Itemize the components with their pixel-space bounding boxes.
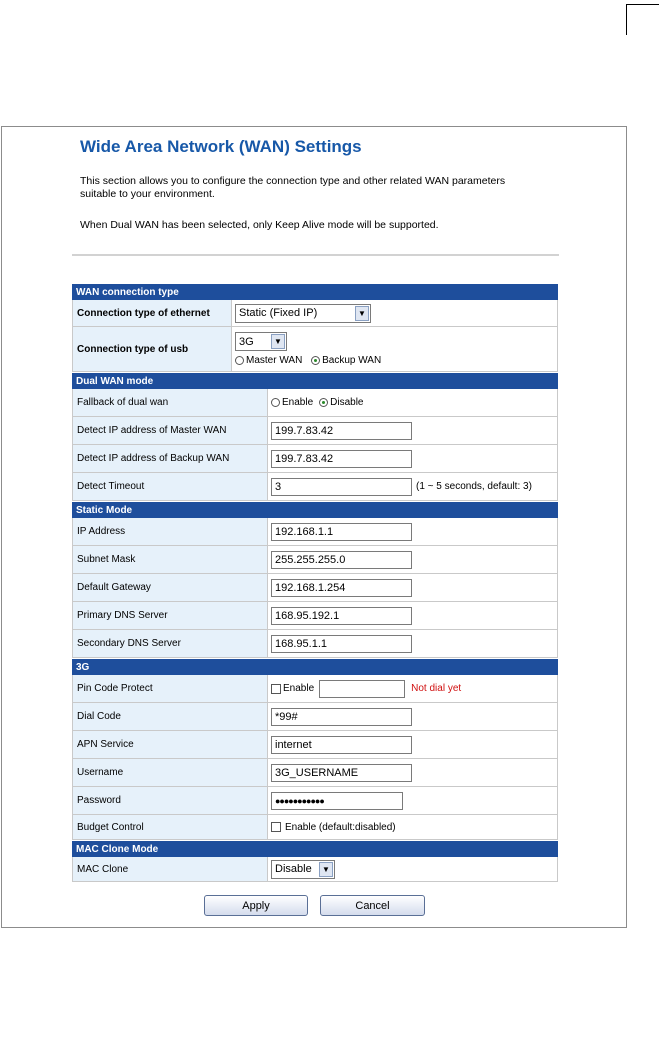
apn-input[interactable]: internet <box>271 736 412 754</box>
primary-dns-label: Primary DNS Server <box>72 602 268 629</box>
secondary-dns-cell <box>268 630 558 657</box>
dial-status-text: Not dial yet <box>411 683 462 694</box>
section-header-dual-wan: Dual WAN mode <box>72 372 558 389</box>
gateway-cell <box>268 574 558 601</box>
subnet-mask-input[interactable]: 255.255.255.0 <box>271 551 412 569</box>
row-usb-type <box>72 327 558 372</box>
usb-type-value: 3G <box>239 335 254 348</box>
timeout-label: Detect Timeout <box>72 473 268 500</box>
row-backup-ip <box>72 445 558 473</box>
backup-wan-label: Backup WAN <box>322 355 382 366</box>
fallback-enable-label: Enable <box>282 397 314 408</box>
password-input[interactable]: ●●●●●●●●●●● <box>271 792 403 810</box>
chevron-down-icon: ▼ <box>271 334 285 349</box>
row-ip-address <box>72 518 558 546</box>
description-line-3: When Dual WAN has been selected, only Keep Alive mode will be supported. <box>80 219 439 231</box>
mac-clone-label: MAC Clone <box>72 857 268 881</box>
usb-type-select[interactable] <box>235 332 287 351</box>
divider <box>72 254 559 256</box>
master-ip-label: Detect IP address of Master WAN <box>72 417 268 444</box>
row-pin-code <box>72 675 558 703</box>
gateway-input[interactable]: 192.168.1.254 <box>271 579 412 597</box>
gateway-label: Default Gateway <box>72 574 268 601</box>
backup-ip-input[interactable]: 199.7.83.42 <box>271 450 412 468</box>
backup-wan-radio[interactable] <box>311 356 320 365</box>
pin-enable-checkbox[interactable] <box>271 684 281 694</box>
row-default-gateway <box>72 574 558 602</box>
username-input[interactable]: 3G_USERNAME <box>271 764 412 782</box>
username-cell <box>268 759 558 786</box>
apply-button[interactable]: Apply <box>204 895 308 916</box>
secondary-dns-input[interactable]: 168.95.1.1 <box>271 635 412 653</box>
ethernet-type-cell <box>232 300 558 326</box>
subnet-mask-label: Subnet Mask <box>72 546 268 573</box>
password-cell <box>268 787 558 814</box>
row-budget-control <box>72 815 558 840</box>
usb-wan-role-group <box>235 355 381 366</box>
fallback-cell <box>268 389 558 416</box>
chevron-down-icon: ▼ <box>319 862 333 877</box>
fallback-label: Fallback of dual wan <box>72 389 268 416</box>
chevron-down-icon: ▼ <box>355 306 369 321</box>
secondary-dns-label: Secondary DNS Server <box>72 630 268 657</box>
budget-enable-label: Enable (default:disabled) <box>285 821 396 833</box>
usb-type-label: Connection type of usb <box>72 327 232 371</box>
ethernet-type-label: Connection type of ethernet <box>72 300 232 326</box>
cancel-button[interactable]: Cancel <box>320 895 425 916</box>
wan-settings-table <box>72 283 558 882</box>
section-header-wan-connection: WAN connection type <box>72 283 558 300</box>
pin-code-input[interactable] <box>319 680 405 698</box>
master-wan-label: Master WAN <box>246 355 303 366</box>
timeout-cell <box>268 473 558 500</box>
budget-enable-checkbox[interactable] <box>271 822 281 832</box>
apn-label: APN Service <box>72 731 268 758</box>
row-dial-code <box>72 703 558 731</box>
master-wan-radio[interactable] <box>235 356 244 365</box>
description-line-1: This section allows you to configure the connection type and other related WAN parameters <box>80 175 506 187</box>
section-header-mac-clone: MAC Clone Mode <box>72 840 558 857</box>
primary-dns-cell <box>268 602 558 629</box>
section-header-3g: 3G <box>72 658 558 675</box>
row-apn-service <box>72 731 558 759</box>
ip-address-input[interactable]: 192.168.1.1 <box>271 523 412 541</box>
row-ethernet-type <box>72 300 558 327</box>
backup-ip-cell <box>268 445 558 472</box>
pin-code-cell <box>268 675 558 702</box>
fallback-enable-radio[interactable] <box>271 398 280 407</box>
ip-address-label: IP Address <box>72 518 268 545</box>
row-primary-dns <box>72 602 558 630</box>
pin-code-label: Pin Code Protect <box>72 675 268 702</box>
row-fallback <box>72 389 558 417</box>
row-detect-timeout <box>72 473 558 501</box>
row-mac-clone <box>72 857 558 882</box>
backup-ip-label: Detect IP address of Backup WAN <box>72 445 268 472</box>
page-title: Wide Area Network (WAN) Settings <box>80 137 362 156</box>
section-header-static-mode: Static Mode <box>72 501 558 518</box>
master-ip-cell <box>268 417 558 444</box>
description-line-2: suitable to your environment. <box>80 188 215 200</box>
row-password <box>72 787 558 815</box>
budget-label: Budget Control <box>72 815 268 839</box>
timeout-hint: (1 ~ 5 seconds, default: 3) <box>416 481 532 492</box>
mac-clone-value: Disable <box>275 863 312 875</box>
pin-enable-label: Enable <box>283 683 315 694</box>
mac-clone-cell <box>268 857 558 881</box>
row-subnet-mask <box>72 546 558 574</box>
budget-cell <box>268 815 558 839</box>
usb-type-cell <box>232 327 558 371</box>
row-master-ip <box>72 417 558 445</box>
fallback-disable-radio[interactable] <box>319 398 328 407</box>
timeout-input[interactable]: 3 <box>271 478 412 496</box>
apn-cell <box>268 731 558 758</box>
dial-code-input[interactable]: *99# <box>271 708 412 726</box>
dial-code-cell <box>268 703 558 730</box>
ip-address-cell <box>268 518 558 545</box>
fallback-disable-label: Disable <box>330 397 364 408</box>
password-label: Password <box>72 787 268 814</box>
mac-clone-select[interactable] <box>271 860 335 879</box>
subnet-mask-cell <box>268 546 558 573</box>
page-corner-mark <box>626 4 659 35</box>
master-ip-input[interactable]: 199.7.83.42 <box>271 422 412 440</box>
ethernet-type-select[interactable] <box>235 304 371 323</box>
primary-dns-input[interactable]: 168.95.192.1 <box>271 607 412 625</box>
dial-code-label: Dial Code <box>72 703 268 730</box>
username-label: Username <box>72 759 268 786</box>
row-username <box>72 759 558 787</box>
ethernet-type-value: Static (Fixed IP) <box>239 307 318 319</box>
row-secondary-dns <box>72 630 558 658</box>
